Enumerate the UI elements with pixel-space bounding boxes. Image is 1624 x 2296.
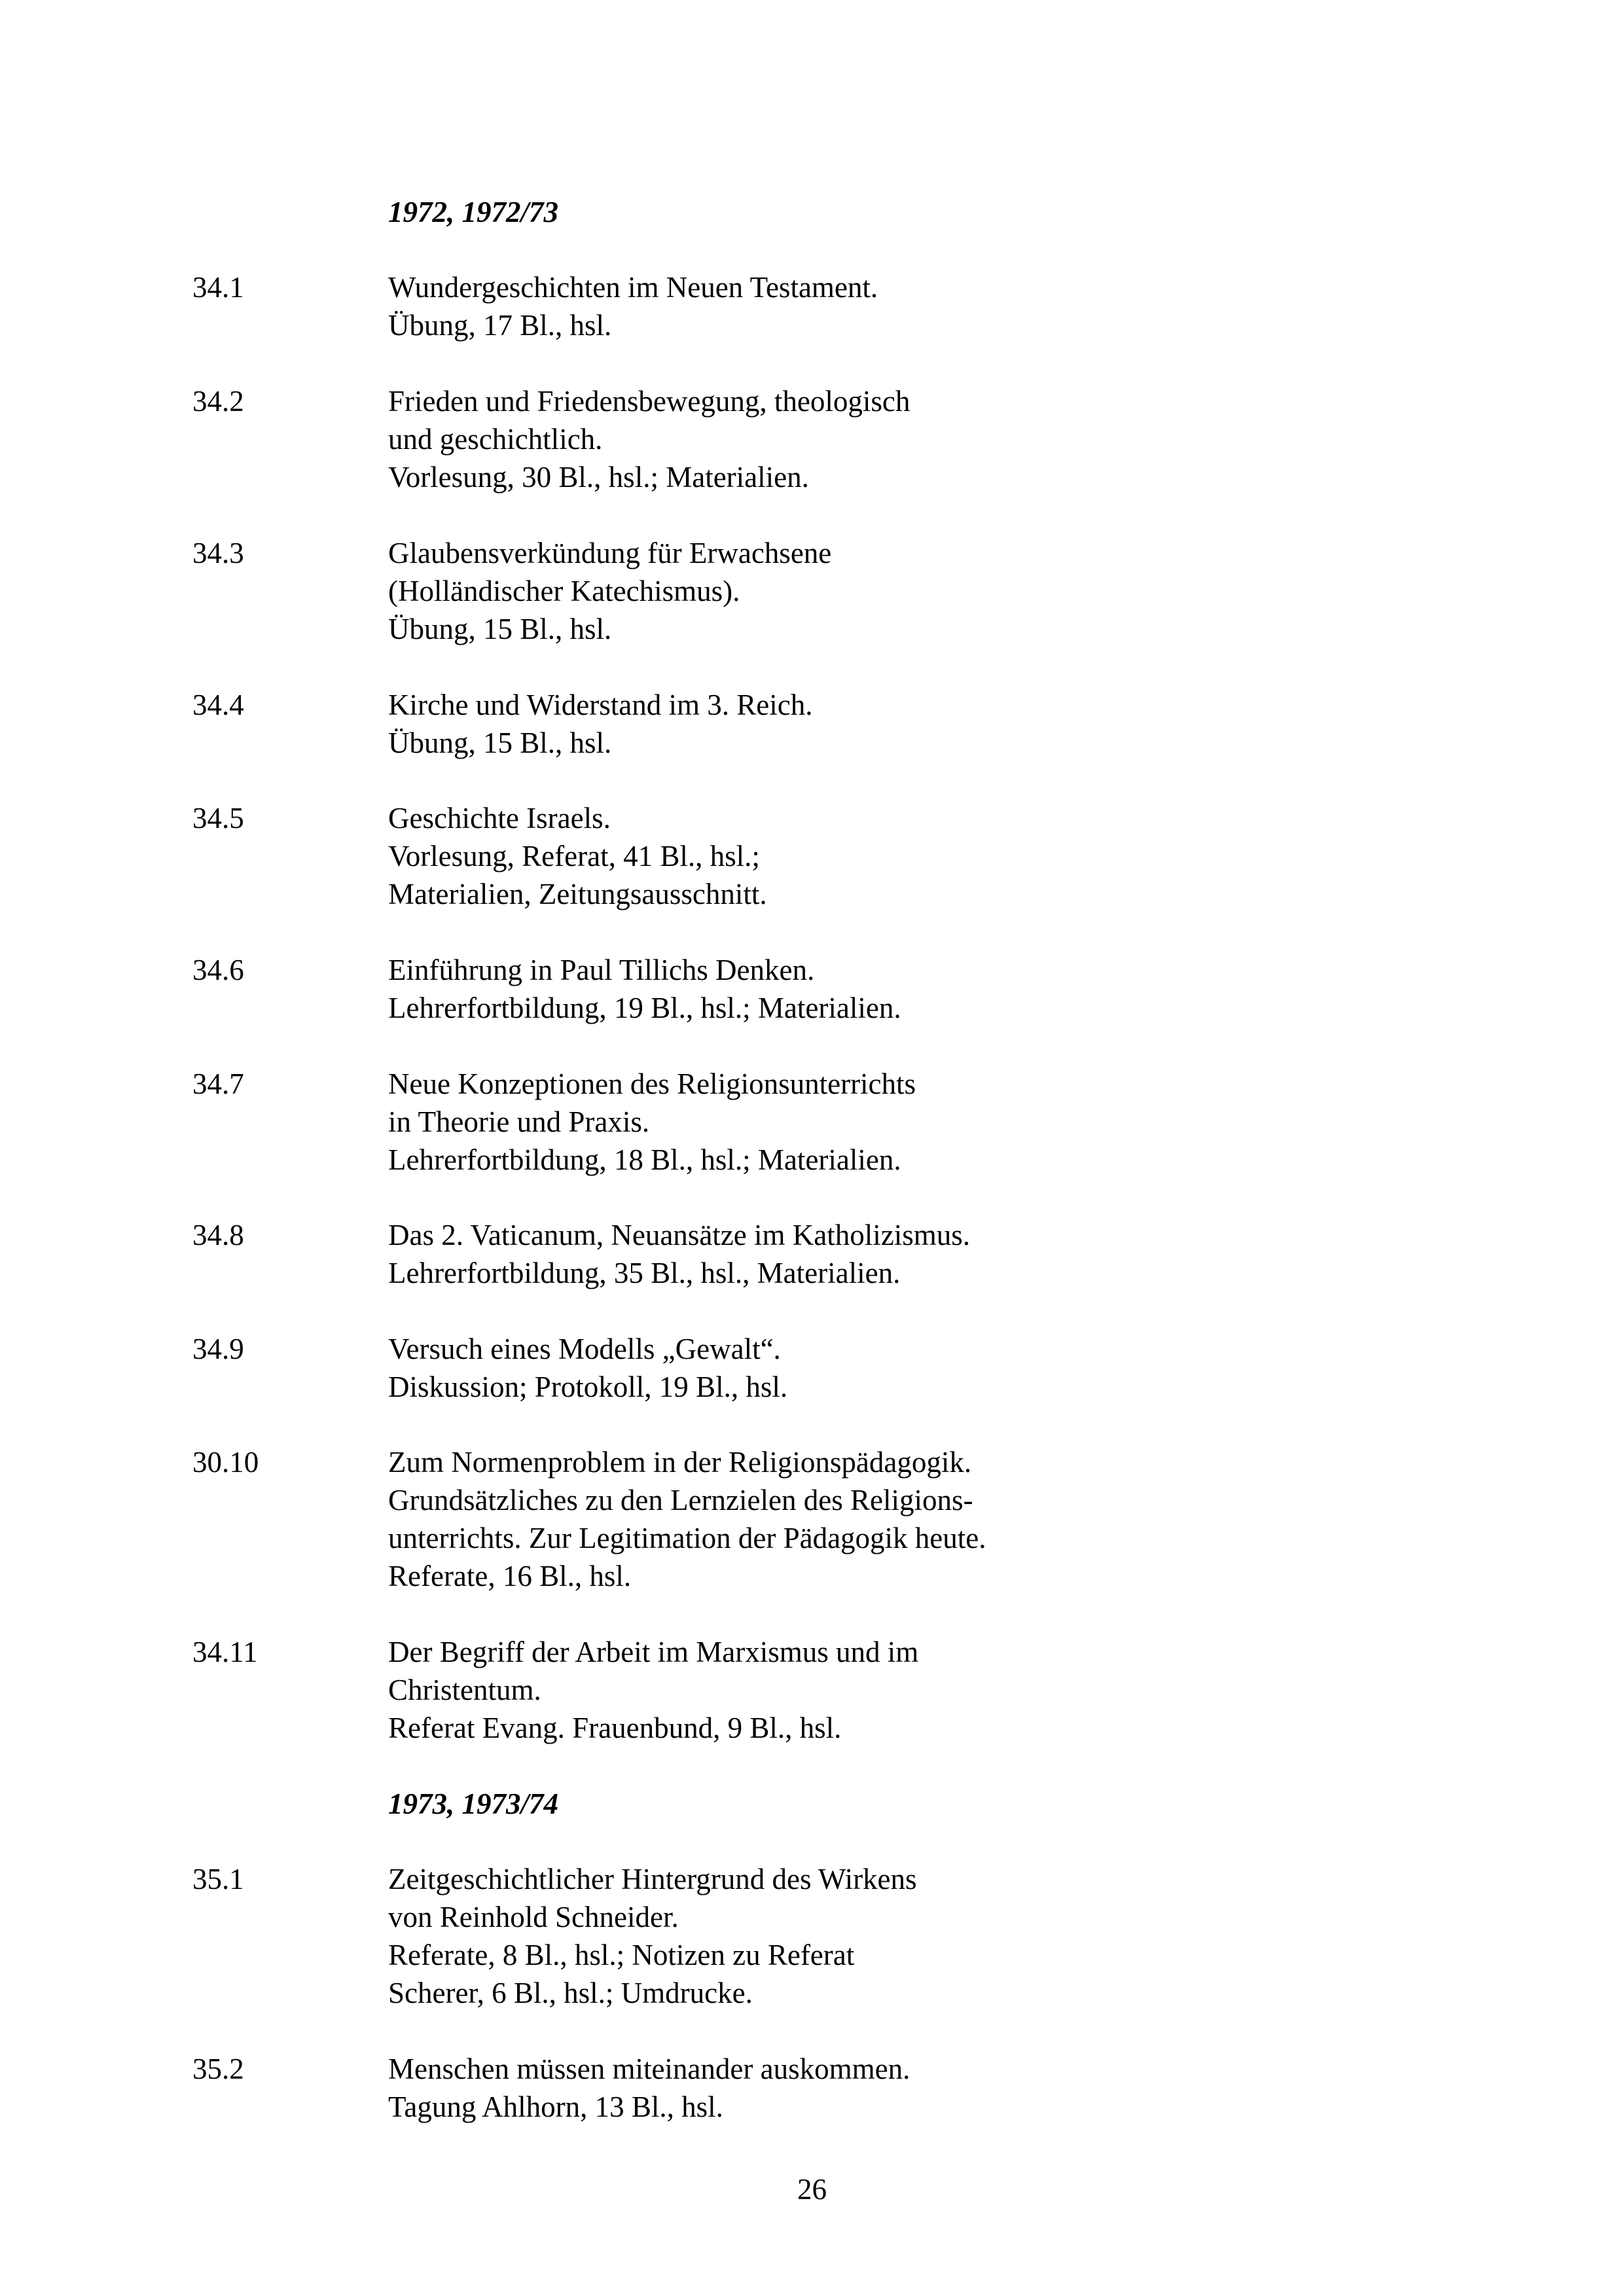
entry-line: Kirche und Widerstand im 3. Reich. bbox=[388, 689, 813, 721]
entry-line: Glaubensverkündung für Erwachsene bbox=[388, 537, 832, 569]
entry-number: 34.5 bbox=[192, 802, 244, 834]
entry-number: 35.1 bbox=[192, 1863, 244, 1895]
entry-line: und geschichtlich. bbox=[388, 423, 603, 456]
entry-line: (Holländischer Katechismus). bbox=[388, 575, 740, 607]
entry-text bbox=[388, 534, 831, 648]
entry-line: Lehrerfortbildung, 18 Bl., hsl.; Materialien. bbox=[388, 1143, 901, 1176]
entry-text bbox=[388, 1330, 787, 1406]
entry-line: Übung, 15 Bl., hsl. bbox=[388, 613, 612, 645]
entry-text bbox=[388, 686, 812, 762]
entry-line: Übung, 17 Bl., hsl. bbox=[388, 309, 612, 342]
entry-number: 34.8 bbox=[192, 1219, 244, 1251]
entry-text bbox=[388, 951, 901, 1027]
entry-line: Zeitgeschichtlicher Hintergrund des Wirkens bbox=[388, 1863, 917, 1895]
entry-line: Grundsätzliches zu den Lernzielen des Religions- bbox=[388, 1484, 973, 1516]
entry-line: Referate, 16 Bl., hsl. bbox=[388, 1560, 632, 1592]
entry-number: 30.10 bbox=[192, 1446, 259, 1479]
entry-line: Übung, 15 Bl., hsl. bbox=[388, 726, 612, 759]
entry-line: von Reinhold Schneider. bbox=[388, 1901, 679, 1933]
entry-line: Versuch eines Modells „Gewalt“. bbox=[388, 1333, 781, 1365]
entry-line: Vorlesung, Referat, 41 Bl., hsl.; bbox=[388, 840, 760, 872]
entry-text bbox=[388, 1633, 918, 1747]
entry-line: Materialien, Zeitungsausschnitt. bbox=[388, 878, 767, 910]
entry-text bbox=[388, 799, 767, 913]
entry-number: 34.9 bbox=[192, 1333, 244, 1365]
entry-text bbox=[388, 1443, 986, 1595]
entry-line: unterrichts. Zur Legitimation der Pädagogik heute. bbox=[388, 1522, 986, 1554]
entry-number: 34.6 bbox=[192, 954, 244, 986]
entry-line: Frieden und Friedensbewegung, theologisch bbox=[388, 385, 911, 418]
entry-line: Lehrerfortbildung, 35 Bl., hsl., Materialien. bbox=[388, 1257, 901, 1289]
entry-line: Referate, 8 Bl., hsl.; Notizen zu Referat bbox=[388, 1939, 855, 1971]
section-heading: 1972, 1972/73 bbox=[388, 196, 559, 228]
entry-number: 34.2 bbox=[192, 385, 244, 418]
page-number: 26 bbox=[797, 2173, 827, 2206]
entry-line: Referat Evang. Frauenbund, 9 Bl., hsl. bbox=[388, 1712, 842, 1744]
entry-text bbox=[388, 1216, 970, 1292]
entry-line: Neue Konzeptionen des Religionsunterrichts bbox=[388, 1067, 916, 1100]
entry-number: 34.1 bbox=[192, 271, 244, 304]
entry-line: Das 2. Vaticanum, Neuansätze im Katholizismus. bbox=[388, 1219, 970, 1251]
entry-text bbox=[388, 268, 878, 344]
entry-number: 34.3 bbox=[192, 537, 244, 569]
entry-line: Diskussion; Protokoll, 19 Bl., hsl. bbox=[388, 1371, 788, 1403]
entry-line: Zum Normenproblem in der Religionspädagogik. bbox=[388, 1446, 972, 1479]
entry-text bbox=[388, 2050, 910, 2126]
entry-text bbox=[388, 382, 910, 496]
entry-line: in Theorie und Praxis. bbox=[388, 1105, 650, 1138]
entry-number: 34.4 bbox=[192, 689, 244, 721]
entry-line: Scherer, 6 Bl., hsl.; Umdrucke. bbox=[388, 1977, 753, 2009]
entry-line: Lehrerfortbildung, 19 Bl., hsl.; Materialien. bbox=[388, 992, 901, 1024]
entry-number: 34.11 bbox=[192, 1636, 258, 1668]
entry-number: 34.7 bbox=[192, 1067, 244, 1100]
entry-number: 35.2 bbox=[192, 2053, 244, 2085]
entry-line: Geschichte Israels. bbox=[388, 802, 611, 834]
section-heading: 1973, 1973/74 bbox=[388, 1787, 559, 1820]
entry-line: Tagung Ahlhorn, 13 Bl., hsl. bbox=[388, 2090, 723, 2123]
entry-line: Christentum. bbox=[388, 1674, 541, 1706]
entry-line: Vorlesung, 30 Bl., hsl.; Materialien. bbox=[388, 461, 809, 493]
entry-text bbox=[388, 1065, 916, 1179]
entry-line: Einführung in Paul Tillichs Denken. bbox=[388, 954, 815, 986]
entry-line: Menschen müssen miteinander auskommen. bbox=[388, 2053, 911, 2085]
entry-line: Wundergeschichten im Neuen Testament. bbox=[388, 271, 878, 304]
entry-text bbox=[388, 1860, 917, 2012]
entry-line: Der Begriff der Arbeit im Marxismus und im bbox=[388, 1636, 919, 1668]
